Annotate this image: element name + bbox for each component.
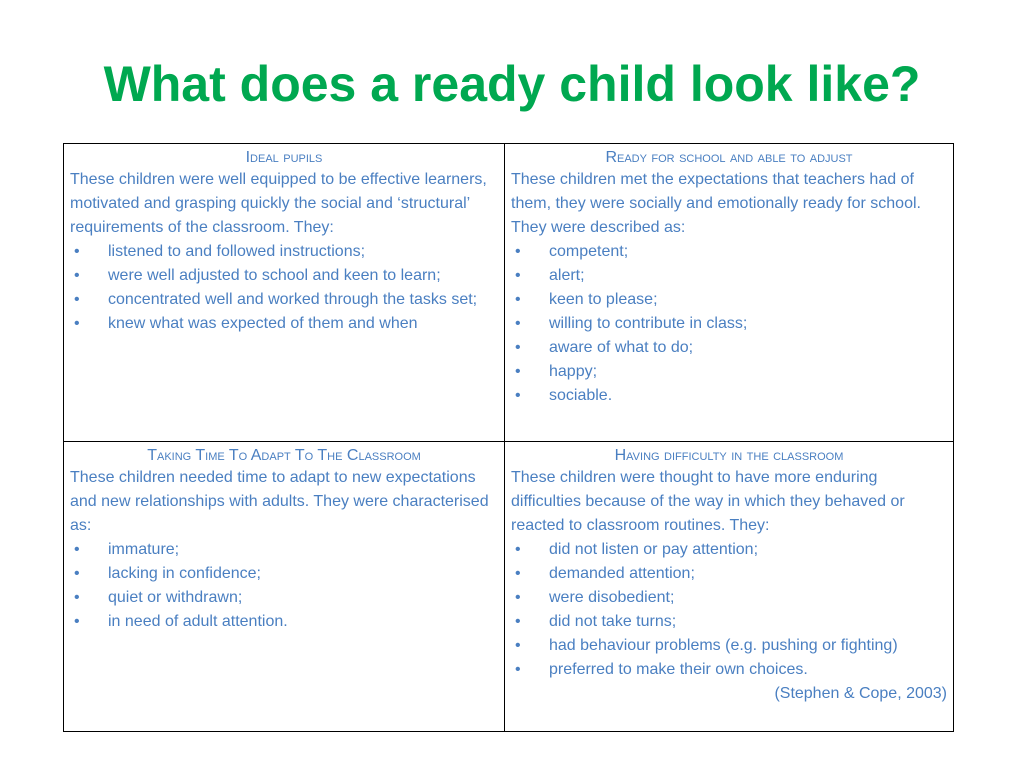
bullet-icon: • (515, 363, 521, 380)
list-item-text: were disobedient; (549, 589, 675, 606)
bullet-list (70, 538, 498, 634)
cell-heading: Ready for school and able to adjust (605, 149, 853, 166)
list-item-text: quiet or withdrawn; (108, 589, 243, 606)
bullet-list (70, 240, 498, 336)
table-row (64, 144, 954, 442)
bullet-icon: • (74, 243, 80, 260)
list-item (511, 586, 947, 610)
list-item (70, 288, 498, 312)
list-item-text: preferred to make their own choices. (549, 661, 808, 678)
cell-heading: Ideal pupils (245, 149, 323, 166)
list-item-text: happy; (549, 363, 598, 380)
list-item (511, 562, 947, 586)
cell-having-difficulty (505, 442, 954, 732)
bullet-icon: • (74, 589, 80, 606)
list-item-text: listened to and followed instructions; (108, 243, 366, 260)
list-item (70, 312, 498, 336)
bullet-icon: • (515, 565, 521, 582)
cell-intro: These children met the expectations that teachers had of them, they were socially and emotionally ready for school. They were described as: (511, 171, 921, 236)
list-item-text: immature; (108, 541, 180, 558)
list-item (511, 360, 947, 384)
list-item (511, 264, 947, 288)
list-item-text: competent; (549, 243, 629, 260)
bullet-icon: • (515, 387, 521, 404)
list-item-text: keen to please; (549, 291, 658, 308)
bullet-icon: • (515, 661, 521, 678)
citation: (Stephen & Cope, 2003) (774, 685, 947, 702)
cell-intro: These children needed time to adapt to new expectations and new relationships with adults. They were characterised as: (70, 469, 489, 534)
list-item (511, 384, 947, 408)
list-item-text: willing to contribute in class; (549, 315, 748, 332)
list-item-text: concentrated well and worked through the tasks set; (108, 291, 478, 308)
list-item-text: demanded attention; (549, 565, 695, 582)
bullet-icon: • (515, 315, 521, 332)
bullet-icon: • (515, 267, 521, 284)
bullet-icon: • (74, 315, 80, 332)
cell-taking-time-to-adapt (64, 442, 505, 732)
list-item (70, 586, 498, 610)
list-item-text: were well adjusted to school and keen to learn; (108, 267, 441, 284)
list-item (511, 610, 947, 634)
cell-intro: These children were well equipped to be effective learners, motivated and grasping quickly the social and ‘structural’ requirements of the classroom. They: (70, 171, 487, 236)
list-item-text: had behaviour problems (e.g. pushing or fighting) (549, 637, 898, 654)
list-item (70, 610, 498, 634)
list-item-text: did not take turns; (549, 613, 677, 630)
list-item (511, 240, 947, 264)
list-item (511, 538, 947, 562)
list-item-text: in need of adult attention. (108, 613, 288, 630)
list-item (70, 538, 498, 562)
list-item (511, 658, 947, 682)
list-item (511, 288, 947, 312)
bullet-icon: • (74, 613, 80, 630)
cell-ready-for-school (505, 144, 954, 442)
list-item-text: aware of what to do; (549, 339, 694, 356)
list-item (511, 336, 947, 360)
table-row (64, 442, 954, 732)
list-item (511, 312, 947, 336)
readiness-table (63, 143, 954, 732)
bullet-icon: • (74, 565, 80, 582)
list-item (511, 634, 947, 658)
cell-intro: These children were thought to have more enduring difficulties because of the way in which they behaved or reacted to classroom routines. They: (511, 469, 905, 534)
list-item (70, 264, 498, 288)
list-item-text: did not listen or pay attention; (549, 541, 759, 558)
cell-heading: Taking Time To Adapt To The Classroom (147, 447, 421, 464)
slide-title: What does a ready child look like? (103, 56, 921, 112)
list-item-text: alert; (549, 267, 585, 284)
list-item (70, 562, 498, 586)
bullet-icon: • (515, 541, 521, 558)
list-item (70, 240, 498, 264)
bullet-icon: • (515, 339, 521, 356)
bullet-icon: • (74, 291, 80, 308)
bullet-list (511, 538, 947, 682)
cell-ideal-pupils (64, 144, 505, 442)
bullet-icon: • (515, 637, 521, 654)
list-item-text: knew what was expected of them and when (108, 315, 418, 332)
bullet-list (511, 240, 947, 408)
bullet-icon: • (74, 267, 80, 284)
list-item-text: lacking in confidence; (108, 565, 261, 582)
bullet-icon: • (74, 541, 80, 558)
cell-heading: Having difficulty in the classroom (614, 447, 844, 464)
list-item-text: sociable. (549, 387, 613, 404)
bullet-icon: • (515, 613, 521, 630)
bullet-icon: • (515, 243, 521, 260)
bullet-icon: • (515, 291, 521, 308)
bullet-icon: • (515, 589, 521, 606)
